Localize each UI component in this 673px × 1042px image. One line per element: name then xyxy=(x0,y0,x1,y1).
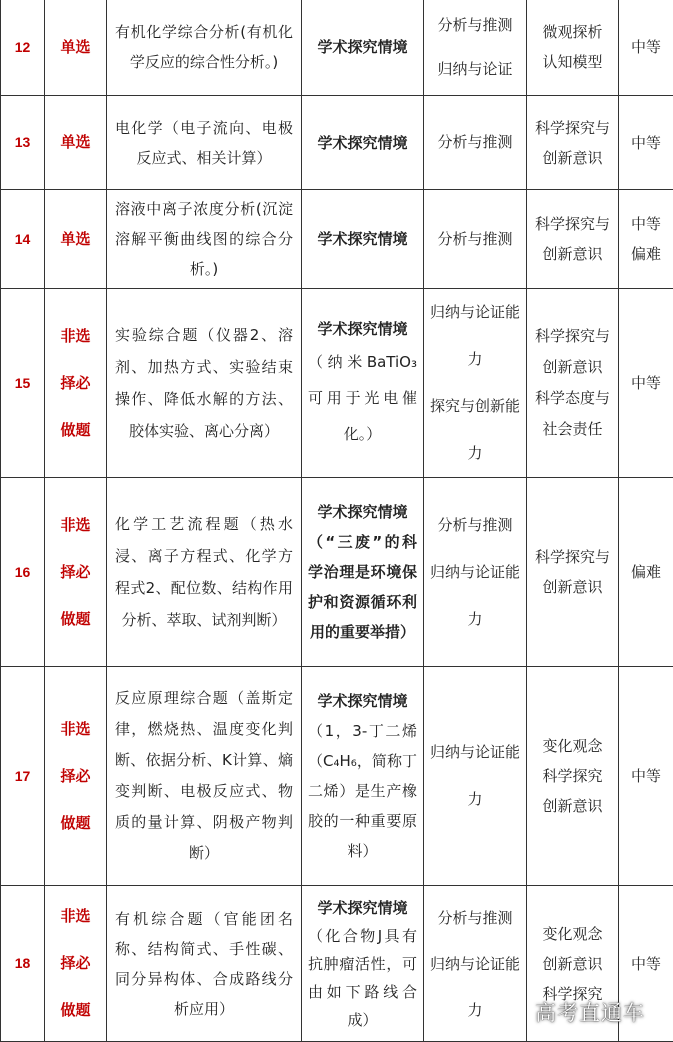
difficulty: 中等偏难 xyxy=(619,190,673,289)
question-number: 13 xyxy=(1,96,45,190)
question-type: 单选 xyxy=(45,190,107,289)
question-content: 实验综合题（仪器2、溶剂、加热方式、实验结束操作、降低水解的方法、胶体实验、离心分离） xyxy=(107,289,302,478)
question-context xyxy=(302,190,424,289)
difficulty: 中等 xyxy=(619,667,673,886)
table-row xyxy=(1,190,673,289)
question-type: 非选择必做题 xyxy=(45,478,107,667)
question-context xyxy=(302,289,424,478)
question-number: 17 xyxy=(1,667,45,886)
question-content: 有机综合题（官能团名称、结构简式、手性碳、同分异构体、合成路线分析应用） xyxy=(107,886,302,1042)
context-desc: （化合物J具有抗肿瘤活性，可由如下路线合成） xyxy=(308,922,417,1034)
question-type: 单选 xyxy=(45,0,107,96)
question-number: 14 xyxy=(1,190,45,289)
question-type: 非选择必做题 xyxy=(45,667,107,886)
difficulty: 中等 xyxy=(619,886,673,1042)
question-context xyxy=(302,0,424,96)
literacy: 科学探究与创新意识 xyxy=(527,478,619,667)
ability: 分析与推测 归纳与论证能力 xyxy=(424,478,527,667)
literacy: 科学探究与创新意识 xyxy=(527,96,619,190)
ability: 分析与推测 归纳与论证能力 xyxy=(424,886,527,1042)
context-desc: （纳米BaTiO₃可用于光电催化。） xyxy=(308,344,417,452)
ability: 归纳与论证能力 探究与创新能力 xyxy=(424,289,527,478)
context-title: 学术探究情境 xyxy=(308,894,417,922)
question-content: 化学工艺流程题（热水浸、离子方程式、化学方程式2、配位数、结构作用分析、萃取、试剂判断） xyxy=(107,478,302,667)
context-title: 学术探究情境 xyxy=(308,314,417,344)
ability: 分析与推测 xyxy=(424,96,527,190)
watermark: 高考直通车 xyxy=(535,997,645,1027)
literacy: 变化观念 创新意识 科学探究 xyxy=(527,886,619,1042)
context-title: 学术探究情境 xyxy=(308,224,417,254)
question-number: 18 xyxy=(1,886,45,1042)
question-content: 反应原理综合题（盖斯定律，燃烧热、温度变化判断、依据分析、K计算、熵变判断、电极反应式、物质的量计算、阴极产物判断） xyxy=(107,667,302,886)
table-row xyxy=(1,478,673,667)
question-number: 15 xyxy=(1,289,45,478)
question-type: 单选 xyxy=(45,96,107,190)
ability: 分析与推测 归纳与论证 xyxy=(424,0,527,96)
question-content: 有机化学综合分析(有机化学反应的综合性分析。) xyxy=(107,0,302,96)
context-desc: （1，3-丁二烯（C₄H₆，简称丁二烯）是生产橡胶的一种重要原料） xyxy=(308,716,417,866)
question-context xyxy=(302,667,424,886)
literacy: 科学探究与创新意识 xyxy=(527,190,619,289)
context-desc: （“三废”的科学治理是环境保护和资源循环利用的重要举措） xyxy=(308,527,417,647)
question-content: 溶液中离子浓度分析(沉淀溶解平衡曲线图的综合分析。) xyxy=(107,190,302,289)
context-title: 学术探究情境 xyxy=(308,128,417,158)
literacy: 科学探究与创新意识 科学态度与社会责任 xyxy=(527,289,619,478)
ability: 分析与推测 xyxy=(424,190,527,289)
context-title: 学术探究情境 xyxy=(308,497,417,527)
table-row xyxy=(1,289,673,478)
difficulty: 中等 xyxy=(619,289,673,478)
question-context xyxy=(302,96,424,190)
question-number: 16 xyxy=(1,478,45,667)
question-context xyxy=(302,478,424,667)
table-row xyxy=(1,667,673,886)
question-type: 非选择必做题 xyxy=(45,289,107,478)
literacy: 变化观念 科学探究 创新意识 xyxy=(527,667,619,886)
question-content: 电化学（电子流向、电极反应式、相关计算） xyxy=(107,96,302,190)
question-number: 12 xyxy=(1,0,45,96)
question-context xyxy=(302,886,424,1042)
difficulty: 中等 xyxy=(619,96,673,190)
context-title: 学术探究情境 xyxy=(308,32,417,62)
context-title: 学术探究情境 xyxy=(308,686,417,716)
literacy: 微观探析 认知模型 xyxy=(527,0,619,96)
difficulty: 偏难 xyxy=(619,478,673,667)
table-row xyxy=(1,0,673,96)
table-row xyxy=(1,96,673,190)
ability: 归纳与论证能力 xyxy=(424,667,527,886)
question-type: 非选择必做题 xyxy=(45,886,107,1042)
difficulty: 中等 xyxy=(619,0,673,96)
